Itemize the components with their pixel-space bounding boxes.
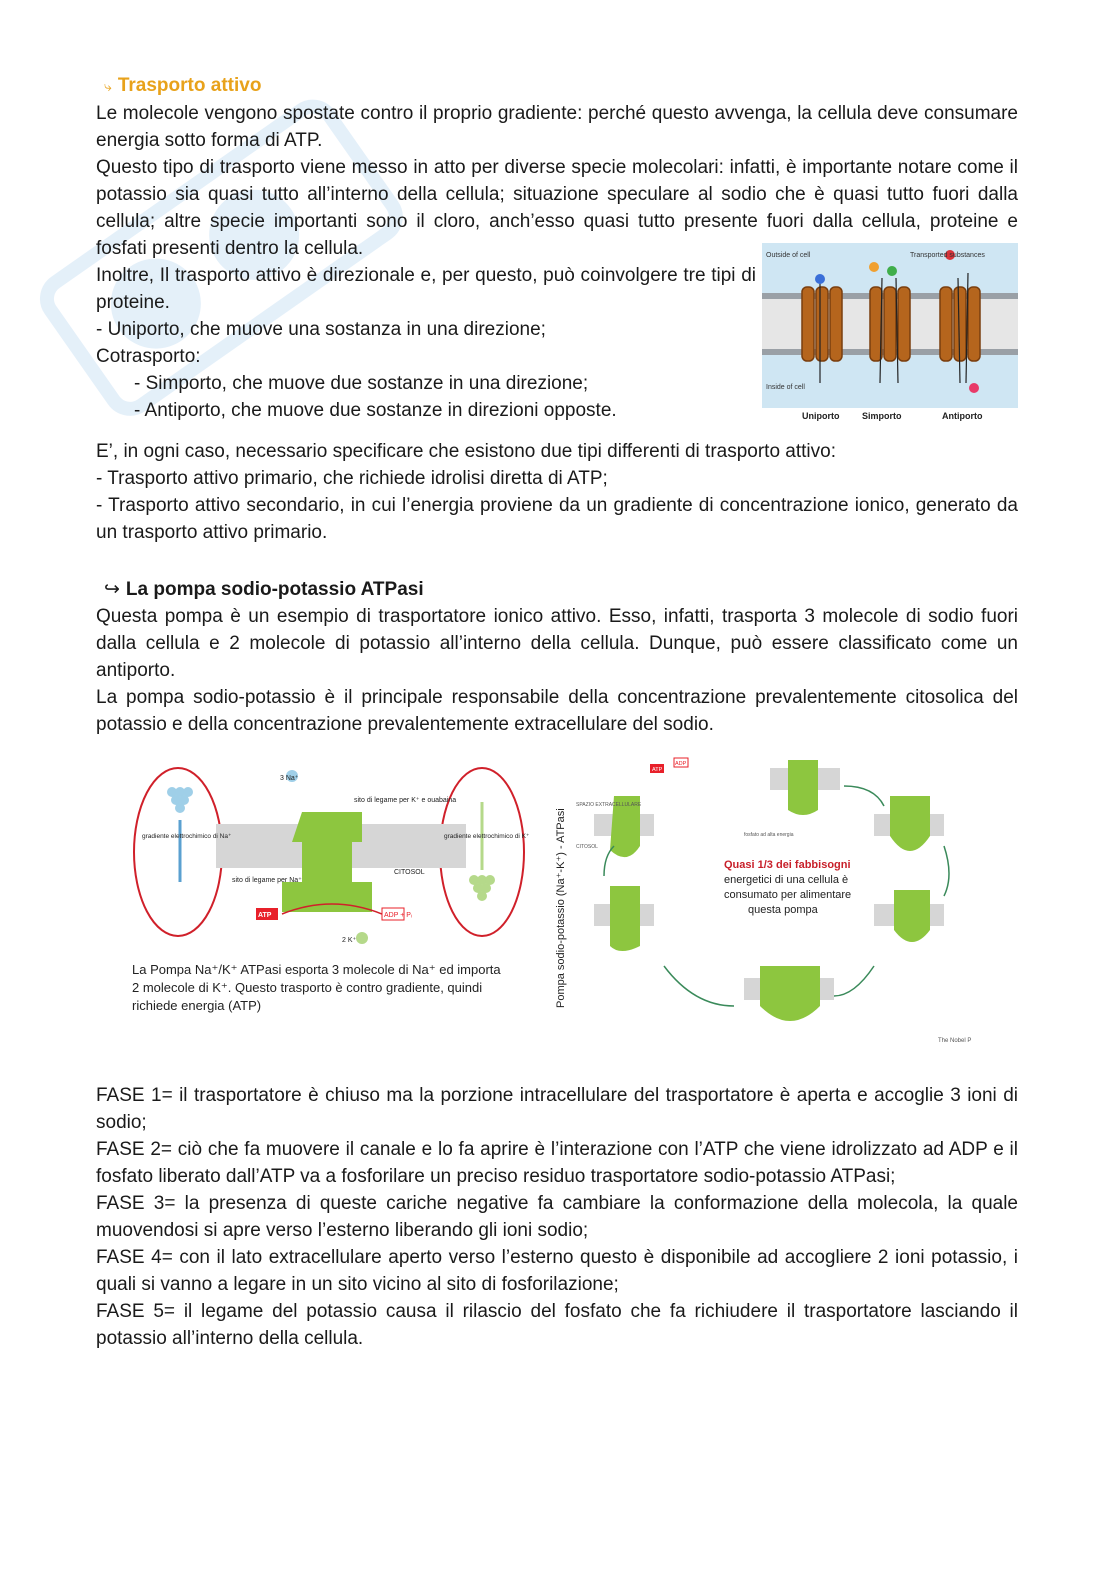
list-item: - Simporto, che muove due sostanze in una direzione; bbox=[134, 373, 589, 394]
caption-line-2: 2 molecole di K⁺. Questo trasporto è contro gradiente, quindi bbox=[132, 980, 483, 995]
curved-arrow-icon: ⤷ bbox=[104, 78, 112, 94]
label-uniporto: Uniporto bbox=[802, 411, 840, 421]
paragraph: Inoltre, Il trasporto attivo è direzionale e, per questo, può coinvolgere tre tipi di proteine. bbox=[96, 265, 756, 313]
list-item: - Antiporto, che muove due sostanze in direzioni opposte. bbox=[134, 400, 617, 421]
center-line-4: questa pompa bbox=[748, 904, 818, 916]
document-page bbox=[96, 72, 1018, 1352]
center-line-3: consumato per alimentare bbox=[724, 889, 852, 901]
transport-types-figure bbox=[762, 243, 1018, 425]
label-grad-na: gradiente elettrochimico di Na⁺ bbox=[142, 833, 232, 840]
label-atp: ATP bbox=[652, 767, 663, 773]
paragraph: Questa pompa è un esempio di trasportatore ionico attivo. Esso, infatti, trasporta 3 molecole di sodio fuori dalla cellula e 2 molecole di potassio all’interno della cellula. Dunque, può essere classificato come un antiporto. bbox=[96, 606, 1018, 681]
phase-5: FASE 5= il legame del potassio causa il rilascio del fosfato che fa richiudere il trasportatore lasciando il potassio all’interno della cellula. bbox=[96, 1301, 1018, 1349]
label-2k: 2 K⁺ bbox=[342, 937, 357, 944]
label-adp: ADP + Pᵢ bbox=[384, 912, 413, 919]
phase-3: FASE 3= la presenza di queste cariche negative fa cambiare la conformazione della molecola, la quale muovendosi si apre verso l’esterno liberando gli ioni sodio; bbox=[96, 1193, 1018, 1241]
paragraph: E’, in ogni caso, necessario specificare che esistono due tipi differenti di trasporto attivo: bbox=[96, 441, 836, 462]
text-column bbox=[96, 262, 756, 424]
paragraph: Le molecole vengono spostate contro il proprio gradiente: perché questo avvenga, la cellula deve consumare energia sotto forma di ATP. bbox=[96, 103, 1018, 151]
label-spazio: SPAZIO EXTRACELLULARE bbox=[576, 802, 642, 808]
label-atp: ATP bbox=[258, 912, 272, 919]
label-sito-k: sito di legame per K⁺ e ouabaina bbox=[354, 797, 457, 804]
caption-line-3: richiede energia (ATP) bbox=[132, 998, 262, 1013]
phase-1: FASE 1= il trasportatore è chiuso ma la porzione intracellulare del trasportatore è aperta e accoglie 3 ioni di sodio; bbox=[96, 1085, 1018, 1133]
label-sito-na: sito di legame per Na⁺ bbox=[232, 877, 302, 884]
label-outside: Outside of cell bbox=[766, 252, 811, 259]
phase-4: FASE 4= con il lato extracellulare aperto verso l’esterno questo è disponibile ad accogliere 2 ioni potassio, i quali si vanno a legare in un sito vicino al sito di fosforilazione; bbox=[96, 1247, 1018, 1295]
label-adp: ADP bbox=[675, 761, 687, 767]
label-grad-k: gradiente elettrochimico di K⁺ bbox=[444, 833, 530, 840]
section-title-trasporto-attivo: ⤷ Trasporto attivo bbox=[104, 75, 262, 96]
label-simporto: Simporto bbox=[862, 411, 902, 421]
list-item: - Uniporto, che muove una sostanza in una direzione; bbox=[96, 319, 546, 340]
label-inside: Inside of cell bbox=[766, 384, 805, 391]
pump-cycle-figure bbox=[574, 756, 984, 1046]
pump-figures bbox=[96, 752, 1018, 1052]
list-item: Cotrasporto: bbox=[96, 346, 201, 367]
center-line-1: Quasi 1/3 dei fabbisogni bbox=[724, 859, 851, 871]
pump-figure bbox=[132, 762, 570, 1034]
label-credit: The Nobel P bbox=[938, 1038, 972, 1044]
label-transported: Transported substances bbox=[910, 252, 985, 259]
label-fosfato: fosfato ad alta energia bbox=[744, 832, 794, 838]
label-citosol: CITOSOL bbox=[576, 844, 598, 850]
vertical-caption: Pompa sodio-potassio (Na⁺-K⁺) - ATPasi bbox=[555, 808, 567, 1008]
list-item: - Trasporto attivo primario, che richiede idrolisi diretta di ATP; bbox=[96, 468, 608, 489]
list-item: - Trasporto attivo secondario, in cui l’energia proviene da un gradiente di concentrazione ionico, generato da un trasporto attivo primario. bbox=[96, 495, 1018, 543]
phase-2: FASE 2= ciò che fa muovere il canale e lo fa aprire è l’interazione con l’ATP che viene idrolizzato ad ADP e il fosfato liberato dall’ATP va a fosforilare un preciso residuo trasportatore sodio-potassio ATPasi; bbox=[96, 1139, 1018, 1187]
section-title-pompa: ↪ La pompa sodio-potassio ATPasi bbox=[104, 579, 424, 600]
caption-line-1: La Pompa Na⁺/K⁺ ATPasi esporta 3 molecole di Na⁺ ed importa bbox=[132, 962, 501, 977]
paragraph: La pompa sodio-potassio è il principale responsabile della concentrazione prevalentemente citosolica del potassio e della concentrazione prevalentemente extracellulare del sodio. bbox=[96, 687, 1018, 735]
label-3na: 3 Na⁺ bbox=[280, 775, 299, 782]
label-antiporto: Antiporto bbox=[942, 411, 983, 421]
center-line-2: energetici di una cellula è bbox=[724, 874, 849, 886]
paragraph: Questo tipo di trasporto viene messo in atto per diverse specie molecolari: infatti, è importante notare come il potassio sia quasi tutto all’interno della cellula; situazione speculare al sodio che è quasi tutto fuori dalla cellula; altre specie importanti sono il cloro, anch’esso quasi tutto presente fuori dalla cellula, proteine e fosfati presenti dentro la cellula. bbox=[96, 157, 1018, 259]
label-citosol: CITOSOL bbox=[394, 869, 425, 876]
right-hook-arrow-icon: ↪ bbox=[104, 579, 120, 600]
